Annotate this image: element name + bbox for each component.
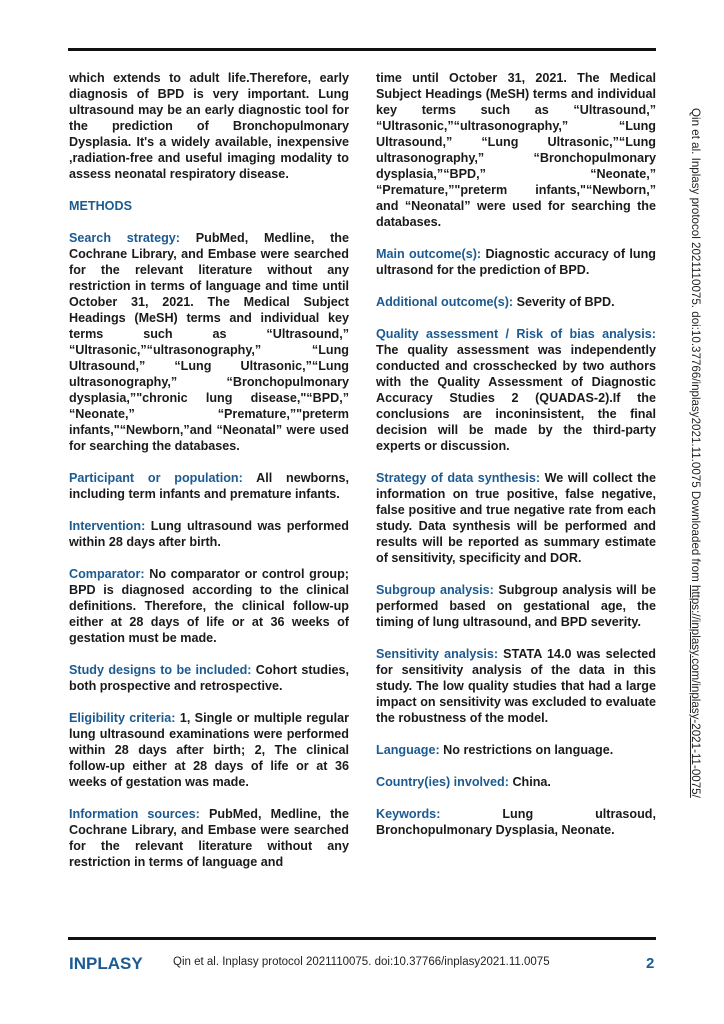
side-note-link[interactable]: https://inplasy.com/inplasy-2021-11-0075/ bbox=[689, 584, 702, 798]
section-text: All newborns, including term infants and premature infants. bbox=[69, 471, 349, 501]
intro-paragraph: which extends to adult life.Therefore, early diagnosis of BPD is very important. Lung ultrasound may be an early diagnostic tool for the prediction of Bronchopulmonary Dysplasia. It's a widely available, inexpensive ,radiation-free and useful imaging modality to assess neonatal respiratory disease. bbox=[69, 71, 349, 181]
section-study-designs bbox=[69, 662, 349, 694]
section-text: We will collect the information on true positive, false negative, false positive and true negative rate from each study. Data synthesis will be performed and results will be reported as summary estimate of sensitivity, specificity and DOR. bbox=[376, 471, 656, 565]
section-text: Cohort studies, both prospective and retrospective. bbox=[69, 663, 349, 693]
section-label: Comparator: bbox=[69, 567, 145, 581]
section-text: No restrictions on language. bbox=[439, 743, 614, 757]
section-sensitivity-analysis bbox=[376, 646, 656, 726]
section-label: Strategy of data synthesis: bbox=[376, 471, 541, 485]
section-search-strategy bbox=[69, 230, 349, 454]
continuation-paragraph: time until October 31, 2021. The Medical Subject Headings (MeSH) terms and individual key terms such as “Ultrasound,” “Ultrasonic,”“ultrasonography,” “Lung Ultrasound,” “Lung Ultrasonic,”“Lung ultrasonography,” “Bronchopulmonary dysplasia,”“BPD,” “Neonate,” “Premature,”"preterm infants,"“Newborn,” and “Neonatal” were used for searching the databases. bbox=[376, 71, 656, 229]
section-participant bbox=[69, 470, 349, 502]
footer-citation: Qin et al. Inplasy protocol 2021110075. doi:10.37766/inplasy2021.11.0075 bbox=[173, 956, 550, 968]
section-text: China. bbox=[508, 775, 551, 789]
section-text: Severity of BPD. bbox=[513, 295, 615, 309]
section-text: PubMed, Medline, the Cochrane Library, and Embase were searched for the relevant literature without any restriction in terms of language and time until October 31, 2021. The Medical Subject Headings (MeSH) terms and individual key terms such as “Ultrasound,” “Ultrasonic,”“ultrasonography,” “Lung Ultrasound,” “Lung Ultrasonic,”“Lung ultrasonography,” “Bronchopulmonary dysplasia,”"chronic lung disease,"“BPD,” “Neonate,” “Premature,”"preterm infants,"“Newborn,”and “Neonatal” were used for searching the databases. bbox=[69, 231, 349, 453]
section-information-sources bbox=[69, 806, 349, 870]
section-text: PubMed, Medline, the Cochrane Library, and Embase were searched for the relevant literature without any restriction in terms of language and bbox=[69, 807, 349, 869]
footer-brand: INPLASY bbox=[69, 954, 143, 973]
section-text: 1, Single or multiple regular lung ultrasound examinations were performed within 28 days after birth; 2, The clinical follow-up either at 28 days of life or at 36 weeks of gestation was made. bbox=[69, 711, 349, 789]
top-rule bbox=[68, 48, 656, 51]
section-language bbox=[376, 742, 656, 758]
side-download-note bbox=[689, 108, 702, 798]
section-label: Quality assessment / Risk of bias analysis: bbox=[376, 327, 656, 341]
section-label: Search strategy: bbox=[69, 231, 180, 245]
page-number: 2 bbox=[646, 955, 655, 972]
section-text: Subgroup analysis will be performed based on gestational age, the timing of lung ultrasound, and BPD severity. bbox=[376, 583, 656, 629]
section-data-synthesis bbox=[376, 470, 656, 566]
section-label: Additional outcome(s): bbox=[376, 295, 514, 309]
section-label: Intervention: bbox=[69, 519, 146, 533]
section-quality-assessment bbox=[376, 326, 656, 454]
section-label: Main outcome(s): bbox=[376, 247, 482, 261]
section-intervention bbox=[69, 518, 349, 550]
section-text: STATA 14.0 was selected for sensitivity analysis of the data in this study. The low quality studies that had a large impact on sensitivity was excluded to evaluate the robustness of the model. bbox=[376, 647, 657, 725]
section-label: Country(ies) involved: bbox=[376, 775, 509, 789]
bottom-rule bbox=[68, 937, 656, 940]
section-label: Participant or population: bbox=[69, 471, 243, 485]
section-label: Subgroup analysis: bbox=[376, 583, 494, 597]
section-label: Sensitivity analysis: bbox=[376, 647, 499, 661]
section-label: Keywords: bbox=[376, 807, 441, 821]
section-additional-outcome bbox=[376, 294, 656, 310]
section-label: Information sources: bbox=[69, 807, 200, 821]
section-text: No comparator or control group; BPD is diagnosed according to the clinical definitions. Therefore, the clinical follow-up either at 28 days of life or at 36 weeks of gestation must be made. bbox=[69, 567, 349, 645]
section-eligibility bbox=[69, 710, 349, 790]
section-keywords bbox=[376, 806, 656, 838]
right-column bbox=[376, 70, 656, 854]
section-text: The quality assessment was independently conducted and crosschecked by two authors with the Quality Assessment of Diagnostic Accuracy Studies 2 (QUADAS-2).If the conclusions are inconinsistent, the final decision will be made by the third-party experts or discussion. bbox=[376, 343, 656, 453]
side-note-text: Qin et al. Inplasy protocol 2021110075. doi:10.37766/inplasy2021.11.0075 Downloaded from bbox=[689, 108, 702, 585]
section-countries bbox=[376, 774, 656, 790]
section-label: Eligibility criteria: bbox=[69, 711, 176, 725]
left-column bbox=[69, 70, 349, 886]
methods-heading: METHODS bbox=[69, 199, 132, 213]
section-comparator bbox=[69, 566, 349, 646]
section-main-outcome bbox=[376, 246, 656, 278]
section-subgroup-analysis bbox=[376, 582, 656, 630]
section-text: Lung ultrasound was performed within 28 days after birth. bbox=[69, 519, 349, 549]
section-label: Language: bbox=[376, 743, 440, 757]
section-label: Study designs to be included: bbox=[69, 663, 252, 677]
section-text: Lung ultrasoud, Bronchopulmonary Dysplasia, Neonate. bbox=[376, 807, 656, 837]
section-text: Diagnostic accuracy of lung ultrasond for the prediction of BPD. bbox=[376, 247, 656, 277]
